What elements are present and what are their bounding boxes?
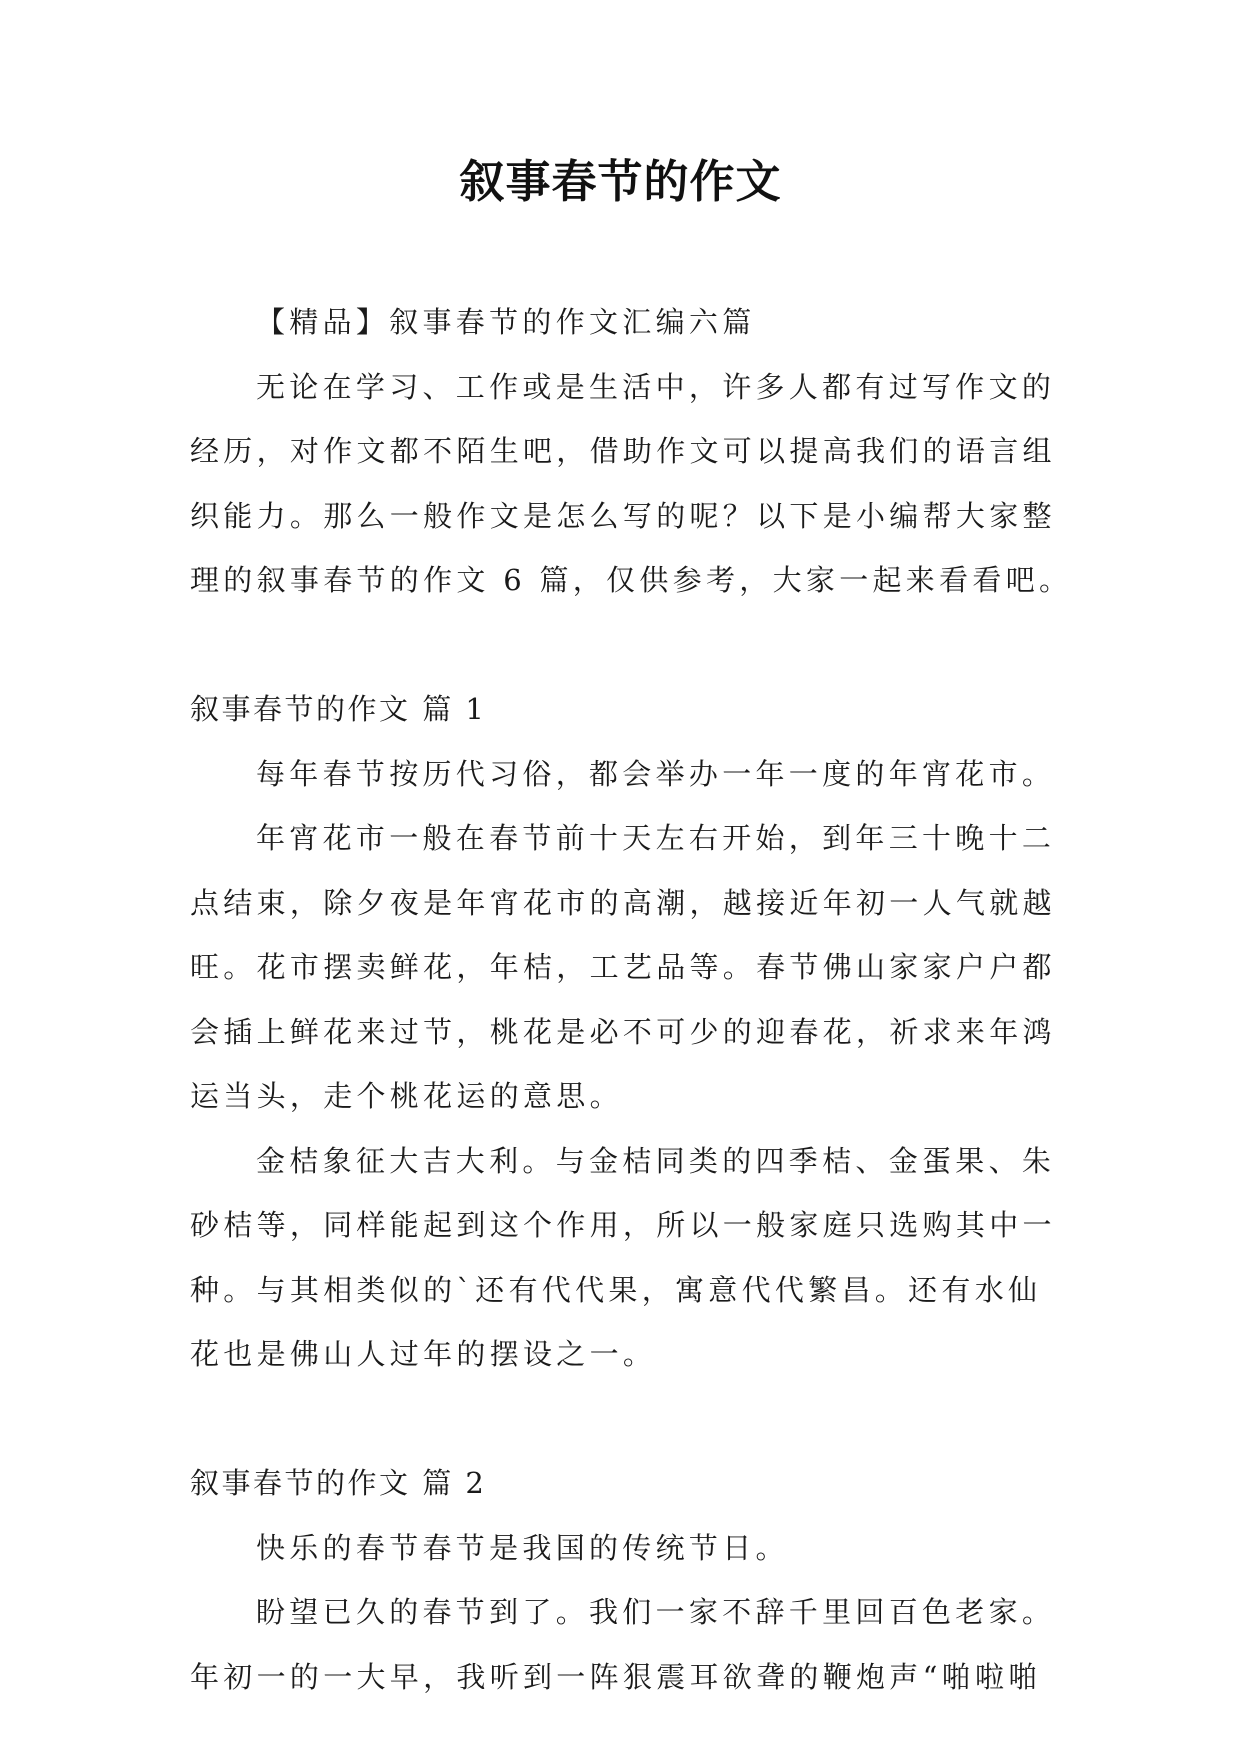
- paragraph-line: 砂桔等，同样能起到这个作用，所以一般家庭只选购其中一: [190, 1208, 1056, 1242]
- paragraph-line: 无论在学习、工作或是生活中，许多人都有过写作文的: [256, 369, 1056, 404]
- paragraph-line: 花也是佛山人过年的摆设之一。: [190, 1337, 657, 1371]
- paragraph-line: 盼望已久的春节到了。我们一家不辞千里回百色老家。: [256, 1595, 1056, 1629]
- paragraph-line: 运当头，走个桃花运的意思。: [190, 1079, 623, 1113]
- section-heading-2: 叙事春节的作文 篇 2: [190, 1466, 487, 1500]
- section-1-paragraph-1: [190, 742, 1056, 807]
- spacer: [190, 1387, 1050, 1452]
- paragraph-line: 点结束，除夕夜是年宵花市的高潮，越接近年初一人气就越: [190, 885, 1056, 920]
- paragraph-line: 年初一的一大早，我听到一阵狠震耳欲聋的鞭炮声“啪啦啪: [190, 1659, 1042, 1694]
- paragraph-line: 年宵花市一般在春节前十天左右开始，到年三十晚十二: [256, 821, 1056, 855]
- section-2-paragraph-1: [190, 1516, 1050, 1581]
- paragraph-line: 理的叙事春节的作文 6 篇，仅供参考，大家一起来看看吧。: [190, 563, 1073, 597]
- paragraph-line: 每年春节按历代习俗，都会举办一年一度的年宵花市。: [256, 756, 1056, 791]
- paragraph-line: 种。与其相类似的`还有代代果，寓意代代繁昌。还有水仙: [190, 1272, 1042, 1307]
- paragraph-line: 织能力。那么一般作文是怎么写的呢？以下是小编帮大家整: [190, 498, 1056, 533]
- document-title: 叙事春节的作文: [459, 155, 782, 208]
- paragraph-line: 快乐的春节春节是我国的传统节日。: [256, 1530, 789, 1565]
- intro-paragraph: [190, 355, 1073, 613]
- spacer: [190, 613, 1050, 678]
- section-1-paragraph-2: [190, 806, 1056, 1129]
- lead-line: 【精品】叙事春节的作文汇编六篇: [256, 305, 756, 339]
- section-1-paragraph-3: [190, 1129, 1056, 1387]
- paragraph-line: 会插上鲜花来过节，桃花是必不可少的迎春花，祈求来年鸿: [190, 1014, 1056, 1049]
- paragraph-line: 经历，对作文都不陌生吧，借助作文可以提高我们的语言组: [190, 434, 1056, 468]
- paragraph-line: 金桔象征大吉大利。与金桔同类的四季桔、金蛋果、朱: [256, 1143, 1056, 1178]
- paragraph-line: 旺。花市摆卖鲜花，年桔，工艺品等。春节佛山家家户户都: [190, 950, 1056, 984]
- section-2-paragraph-2: [190, 1580, 1056, 1709]
- document-body: [190, 290, 1073, 1709]
- section-heading-1: 叙事春节的作文 篇 1: [190, 692, 487, 726]
